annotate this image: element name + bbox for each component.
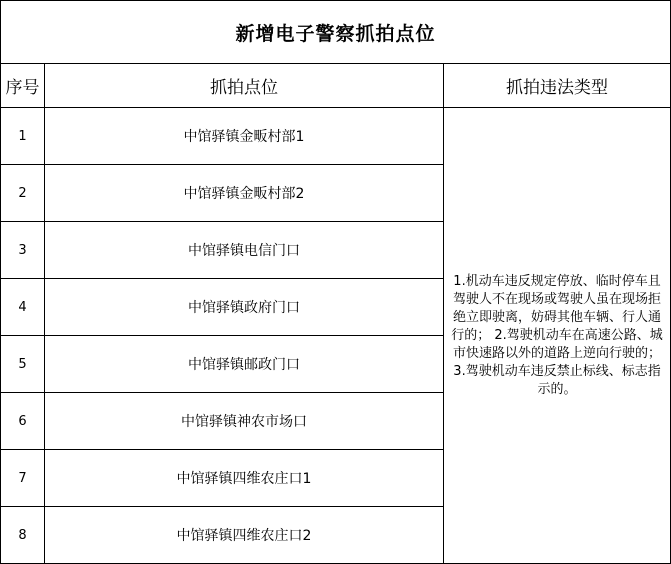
row-location: 中馆驿镇政府门口 [45,279,444,336]
row-location: 中馆驿镇邮政门口 [45,336,444,393]
violation-item-3: 3.驾驶机动车违反禁止标线、标志指示的。 [453,363,661,397]
header-location: 抓拍点位 [45,64,444,108]
row-location: 中馆驿镇电信门口 [45,222,444,279]
row-location: 中馆驿镇四维农庄口2 [45,507,444,564]
row-index: 5 [1,336,45,393]
row-index: 3 [1,222,45,279]
violation-type-cell [444,108,671,564]
header-violation-type: 抓拍违法类型 [444,64,671,108]
row-index: 7 [1,450,45,507]
row-index: 2 [1,165,45,222]
row-index: 4 [1,279,45,336]
title-row [1,1,671,64]
header-index: 序号 [1,64,45,108]
table-title: 新增电子警察抓拍点位 [1,1,671,64]
violation-item-1: 1.机动车违反规定停放、临时停车且驾驶人不在现场或驾驶人虽在现场拒绝立即驶离，妨碍其他车辆、行人通行的； [451,273,662,343]
violation-item-2: 2.驾驶机动车在高速公路、城市快速路以外的道路上逆向行驶的； [453,327,663,361]
row-index: 1 [1,108,45,165]
header-row [1,64,671,108]
row-index: 6 [1,393,45,450]
row-location: 中馆驿镇四维农庄口1 [45,450,444,507]
table-row [1,108,671,165]
row-location: 中馆驿镇金畈村部1 [45,108,444,165]
row-index: 8 [1,507,45,564]
row-location: 中馆驿镇金畈村部2 [45,165,444,222]
row-location: 中馆驿镇神农市场口 [45,393,444,450]
